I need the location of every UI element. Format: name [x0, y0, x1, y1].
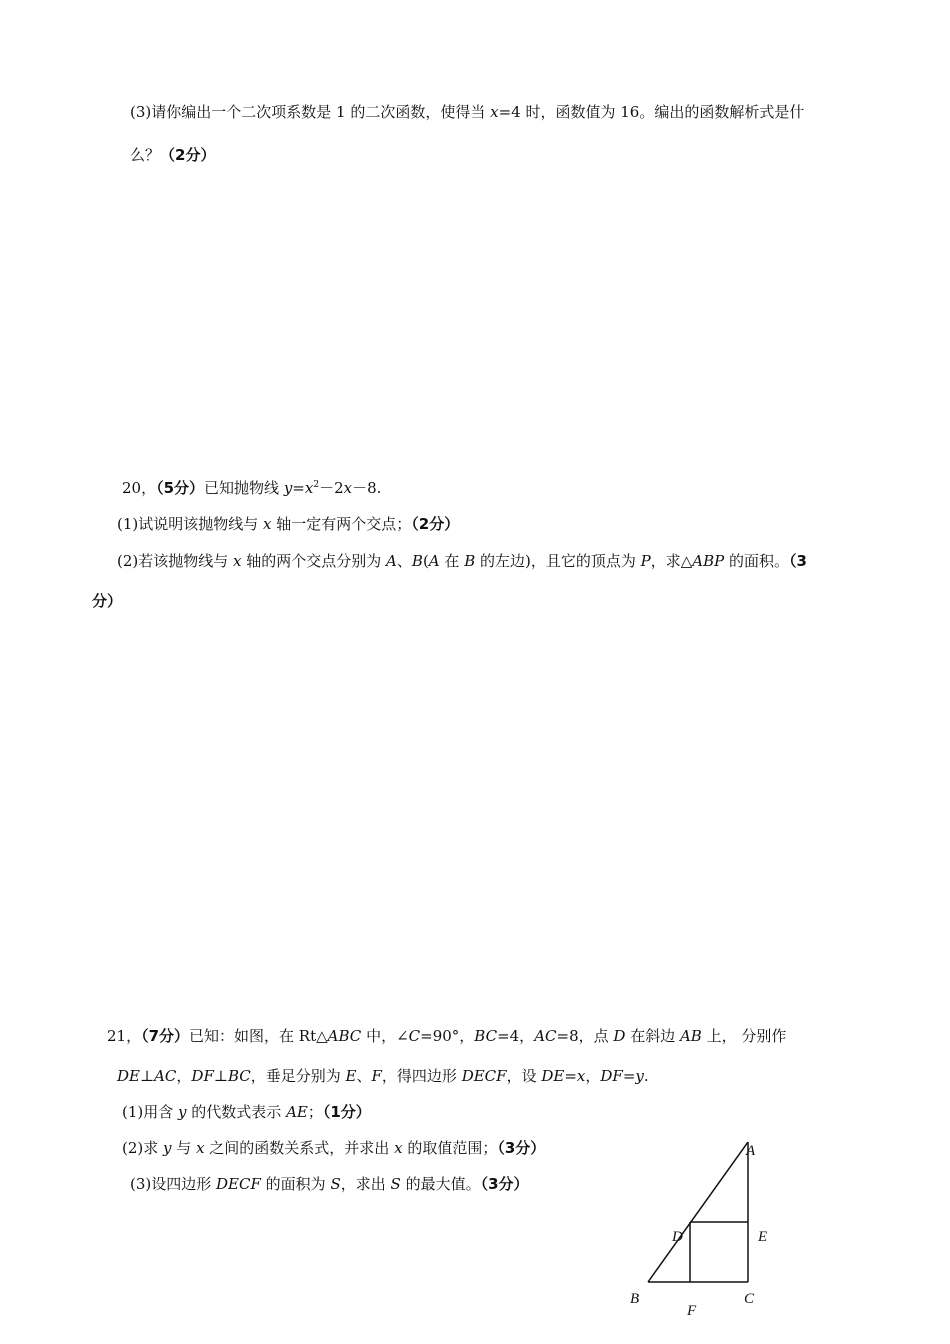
- var-B: B: [464, 552, 476, 570]
- text: －2: [319, 479, 344, 497]
- text: =4，: [497, 1027, 535, 1045]
- label-b: B: [630, 1291, 640, 1307]
- var-DECF: DECF: [461, 1067, 507, 1085]
- text: 、: [356, 1067, 372, 1085]
- text: =4 时，函数值为 16。编出的函数解析式是什: [498, 103, 805, 121]
- q20-part2-line1: [117, 551, 807, 571]
- text: =8，点: [556, 1027, 614, 1045]
- var-DECF: DECF: [216, 1175, 261, 1193]
- var-x: x: [343, 479, 353, 497]
- text: 与: [171, 1139, 197, 1157]
- text: 么？: [130, 146, 161, 164]
- score: （5分）: [156, 479, 205, 497]
- var-AE: AE: [286, 1103, 308, 1121]
- text: 轴的两个交点分别为: [241, 552, 387, 570]
- score: （7分）: [141, 1027, 190, 1045]
- var-D: D: [613, 1027, 626, 1045]
- text: 已知抛物线: [204, 479, 284, 497]
- var-x: x: [304, 479, 314, 497]
- text: ，垂足分别为: [250, 1067, 346, 1085]
- text: ，求出: [340, 1175, 391, 1193]
- text: ，设: [506, 1067, 542, 1085]
- var-DE: DE: [117, 1067, 140, 1085]
- q19-part3-line1: [130, 102, 804, 122]
- var-B: B: [411, 552, 423, 570]
- text: －8.: [352, 479, 382, 497]
- var-DE: DE: [541, 1067, 565, 1085]
- var-x: x: [394, 1139, 403, 1157]
- var-DF: DF: [191, 1067, 214, 1085]
- text: 中，∠: [361, 1027, 409, 1045]
- text: 在: [439, 552, 465, 570]
- label-f: F: [687, 1303, 697, 1319]
- score: （2分）: [411, 515, 460, 533]
- text: .: [643, 1067, 649, 1085]
- text: ⊥: [213, 1067, 228, 1085]
- var-A: A: [386, 552, 397, 570]
- score: （2分）: [160, 146, 216, 164]
- text: ，得四边形: [381, 1067, 462, 1085]
- text: =: [622, 1067, 636, 1085]
- var-x: x: [233, 552, 242, 570]
- var-y: y: [635, 1067, 644, 1085]
- text: (1)用含: [122, 1103, 179, 1121]
- var-S: S: [390, 1175, 401, 1193]
- text: 轴一定有两个交点；: [271, 515, 412, 533]
- text: (2)若该抛物线与: [117, 552, 234, 570]
- text: ，: [585, 1067, 601, 1085]
- q21-stem-line2: [117, 1066, 649, 1086]
- text: 、: [396, 552, 412, 570]
- text: (: [422, 552, 429, 570]
- var-x: x: [576, 1067, 586, 1085]
- var-x: x: [263, 515, 272, 533]
- text: =90°，: [420, 1027, 475, 1045]
- text: ；: [307, 1103, 323, 1121]
- var-DF: DF: [600, 1067, 623, 1085]
- var-E: E: [345, 1067, 357, 1085]
- label-d: D: [672, 1229, 683, 1245]
- q20-part1: [117, 514, 459, 534]
- var-AC: AC: [154, 1067, 177, 1085]
- text: 的最大值。: [400, 1175, 481, 1193]
- score: （3: [788, 552, 807, 570]
- score: （1分）: [322, 1103, 371, 1121]
- q20-stem: [122, 478, 381, 498]
- question-number: 20，: [122, 479, 157, 497]
- text: 的代数式表示: [186, 1103, 287, 1121]
- var-ABP: ABP: [692, 552, 725, 570]
- question-number: 21，: [107, 1027, 142, 1045]
- q19-part3-line2: [130, 145, 215, 165]
- var-C: C: [408, 1027, 421, 1045]
- text: 的面积。: [724, 552, 789, 570]
- q21-part2: [122, 1138, 545, 1158]
- var-y: y: [163, 1139, 172, 1157]
- score: 分）: [92, 592, 123, 610]
- text: =: [292, 479, 305, 497]
- var-y: y: [178, 1103, 187, 1121]
- var-S: S: [330, 1175, 341, 1193]
- text: 的左边)，且它的顶点为: [475, 552, 641, 570]
- text: 的取值范围；: [402, 1139, 498, 1157]
- text: 之间的函数关系式，并求出: [204, 1139, 395, 1157]
- q21-part1: [122, 1102, 371, 1122]
- var-A: A: [428, 552, 440, 570]
- var-P: P: [640, 552, 651, 570]
- score: （3分）: [480, 1175, 529, 1193]
- var-AB: AB: [679, 1027, 702, 1045]
- text: =: [564, 1067, 577, 1085]
- label-e: E: [758, 1229, 768, 1245]
- var-BC: BC: [227, 1067, 251, 1085]
- var-x: x: [196, 1139, 205, 1157]
- q21-stem-line1: [107, 1026, 786, 1046]
- var-y: y: [283, 479, 293, 497]
- score: （3分）: [497, 1139, 546, 1157]
- text: (2)求: [122, 1139, 164, 1157]
- text: (3)设四边形: [130, 1175, 217, 1193]
- text: ，: [176, 1067, 192, 1085]
- text: 已知：如图，在 Rt△: [189, 1027, 328, 1045]
- hypotenuse-ab: [648, 1142, 748, 1282]
- text: 的面积为: [260, 1175, 331, 1193]
- q20-part2-line2: [92, 591, 122, 611]
- text: (3)请你编出一个二次项系数是 1 的二次函数，使得当: [130, 103, 491, 121]
- text: (1)试说明该抛物线与: [117, 515, 264, 533]
- text: ⊥: [139, 1067, 155, 1085]
- var-x: x: [490, 103, 499, 121]
- label-c: C: [744, 1291, 755, 1307]
- label-a: A: [746, 1143, 756, 1159]
- text: 上， 分别作: [701, 1027, 787, 1045]
- q21-part3: [130, 1174, 529, 1194]
- text: 在斜边: [625, 1027, 680, 1045]
- var-F: F: [371, 1067, 382, 1085]
- var-ABC: ABC: [327, 1027, 362, 1045]
- var-AC: AC: [534, 1027, 557, 1045]
- triangle-figure: [600, 1130, 800, 1330]
- var-BC: BC: [474, 1027, 498, 1045]
- exponent: 2: [313, 480, 320, 490]
- text: ，求△: [650, 552, 693, 570]
